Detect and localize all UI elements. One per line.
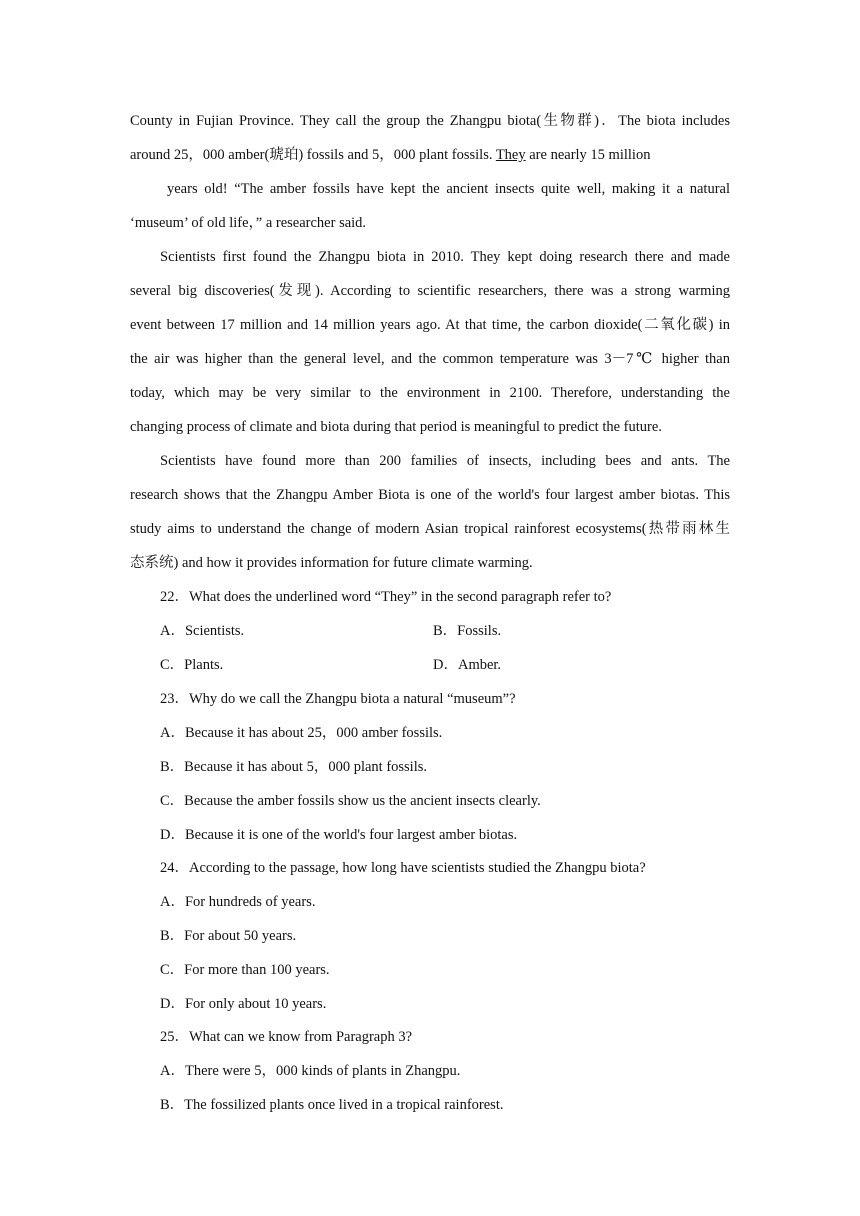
passage-p3-line-2: research shows that the Zhangpu Amber Biota is one of the world's four largest amber biotas. This <box>130 487 730 503</box>
passage-p2-line-5: today, which may be very similar to the environment in 2100. Therefore, understanding the <box>130 385 730 401</box>
passage-p1-line-4: ‘museum’ of old life，” a researcher said. <box>130 215 367 231</box>
passage-p1-line-3: years old! “The amber fossils have kept the ancient insects quite well, making it a natural <box>167 181 730 197</box>
question-24-stem: 24．According to the passage, how long have scientists studied the Zhangpu biota? <box>160 860 646 876</box>
passage-p1-line-2 <box>130 145 730 165</box>
passage-p2-line-3: event between 17 million and 14 million years ago. At that time, the carbon dioxide(二氧化碳) in <box>130 317 730 333</box>
question-23-stem: 23．Why do we call the Zhangpu biota a natural “museum”? <box>160 691 516 707</box>
passage-p2-line-6: changing process of climate and biota during that period is meaningful to predict the future. <box>130 419 662 435</box>
question-22-option-a: A．Scientists. <box>160 623 245 639</box>
question-22-option-b: B．Fossils. <box>433 623 502 639</box>
passage-p3-line-4: 态系统) and how it provides information for future climate warming. <box>130 555 533 571</box>
question-24-option-d: D．For only about 10 years. <box>160 996 327 1012</box>
question-25-option-a: A．There were 5，000 kinds of plants in Zhangpu. <box>160 1063 461 1079</box>
passage-p3-line-1: Scientists have found more than 200 families of insects, including bees and ants. The <box>160 453 730 469</box>
question-23-option-c: C．Because the amber fossils show us the ancient insects clearly. <box>160 793 541 809</box>
passage-p2-line-4: the air was higher than the general level, and the common temperature was 3－7℃ higher than <box>130 351 730 367</box>
passage-p3-line-3: study aims to understand the change of modern Asian tropical rainforest ecosystems(热带雨林生 <box>130 521 730 537</box>
passage-p2-line-2: several big discoveries(发现). According to scientific researchers, there was a strong warming <box>130 283 730 299</box>
question-25-option-b: B．The fossilized plants once lived in a tropical rainforest. <box>160 1097 504 1113</box>
question-22-option-c: C．Plants. <box>160 657 224 673</box>
passage-p1-line-1: County in Fujian Province. They call the group the Zhangpu biota(生物群)．The biota includes <box>130 113 730 129</box>
question-24-option-a: A．For hundreds of years. <box>160 894 316 910</box>
question-24-option-b: B．For about 50 years. <box>160 928 297 944</box>
question-24-option-c: C．For more than 100 years. <box>160 962 330 978</box>
passage-p1-line-2-start: around 25，000 amber(琥珀) fossils and 5，000 plant fossils. <box>130 147 496 163</box>
question-23-option-d: D．Because it is one of the world's four largest amber biotas. <box>160 827 518 843</box>
question-25-stem: 25．What can we know from Paragraph 3? <box>160 1029 413 1045</box>
question-23-option-b: B．Because it has about 5，000 plant fossils. <box>160 759 428 775</box>
passage-p2-line-1: Scientists first found the Zhangpu biota in 2010. They kept doing research there and made <box>160 249 730 265</box>
passage-p1-line-2-end: are nearly 15 million <box>525 147 651 163</box>
question-22-option-d: D．Amber. <box>433 657 502 673</box>
underlined-word-they: They <box>495 147 526 163</box>
question-23-option-a: A．Because it has about 25，000 amber fossils. <box>160 725 443 741</box>
question-22-stem: 22．What does the underlined word “They” in the second paragraph refer to? <box>160 589 612 605</box>
